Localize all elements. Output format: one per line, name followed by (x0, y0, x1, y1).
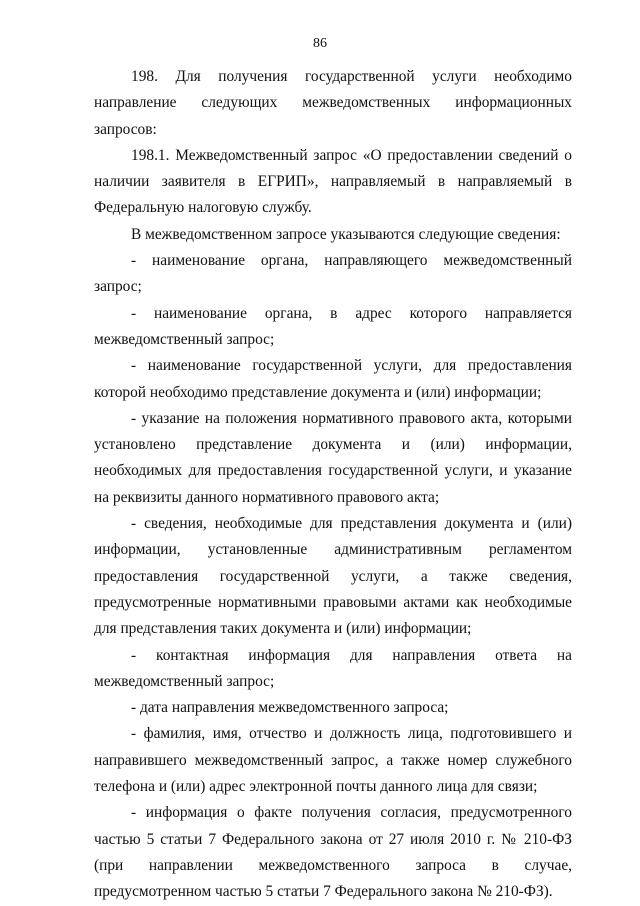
paragraph-198: 198. Для получения государственной услуги необходимо направление следующих межведомственных информационных запросов: (94, 68, 572, 138)
list-item-consent-info: - информация о факте получения согласия, предусмотренного частью 5 статьи 7 Федерального закона от 27 июля 2010 г. № 210-ФЗ (при направлении межведомственного запроса в случае, предусмотренном частью 5 статьи 7 Федерального закона № 210-ФЗ). (94, 804, 572, 901)
page-number: 86 (313, 36, 327, 51)
document-body (94, 64, 572, 906)
list-item-sending-authority: - наименование органа, направляющего межведомственный запрос; (94, 252, 572, 296)
list-item-receiving-authority: - наименование органа, в адрес которого направляется межведомственный запрос; (94, 304, 572, 348)
list-item-contact-info: - контактная информация для направления ответа на межведомственный запрос; (94, 646, 572, 690)
list-item-service-name: - наименование государственной услуги, для предоставления которой необходимо представление документа и (или) информации; (94, 357, 572, 401)
list-item-required-info: - сведения, необходимые для представления документа и (или) информации, установленные административным регламентом предоставления государственной услуги, а также сведения, предусмотренные нормативными правовыми актами как необходимые для представления таких документа и (или) информации; (94, 515, 572, 638)
paragraph-request-info-intro: В межведомственном запросе указываются следующие сведения: (131, 225, 561, 243)
list-item-legal-act: - указание на положения нормативного правового акта, которыми установлено представление документа и (или) информации, необходимых для предоставления государственной услуги, и указание на реквизиты данного нормативного правового акта; (94, 409, 572, 506)
list-item-responsible-person: - фамилия, имя, отчество и должность лица, подготовившего и направившего межведомственный запрос, а также номер служебного телефона и (или) адрес электронной почты данного лица для связи; (94, 725, 572, 796)
paragraph-198-1: 198.1. Межведомственный запрос «О предоставлении сведений о наличии заявителя в ЕГРИП», направляемый в направляемый в Федеральную налоговую службу. (94, 146, 572, 217)
list-item-request-date: - дата направления межведомственного запроса; (131, 699, 449, 717)
